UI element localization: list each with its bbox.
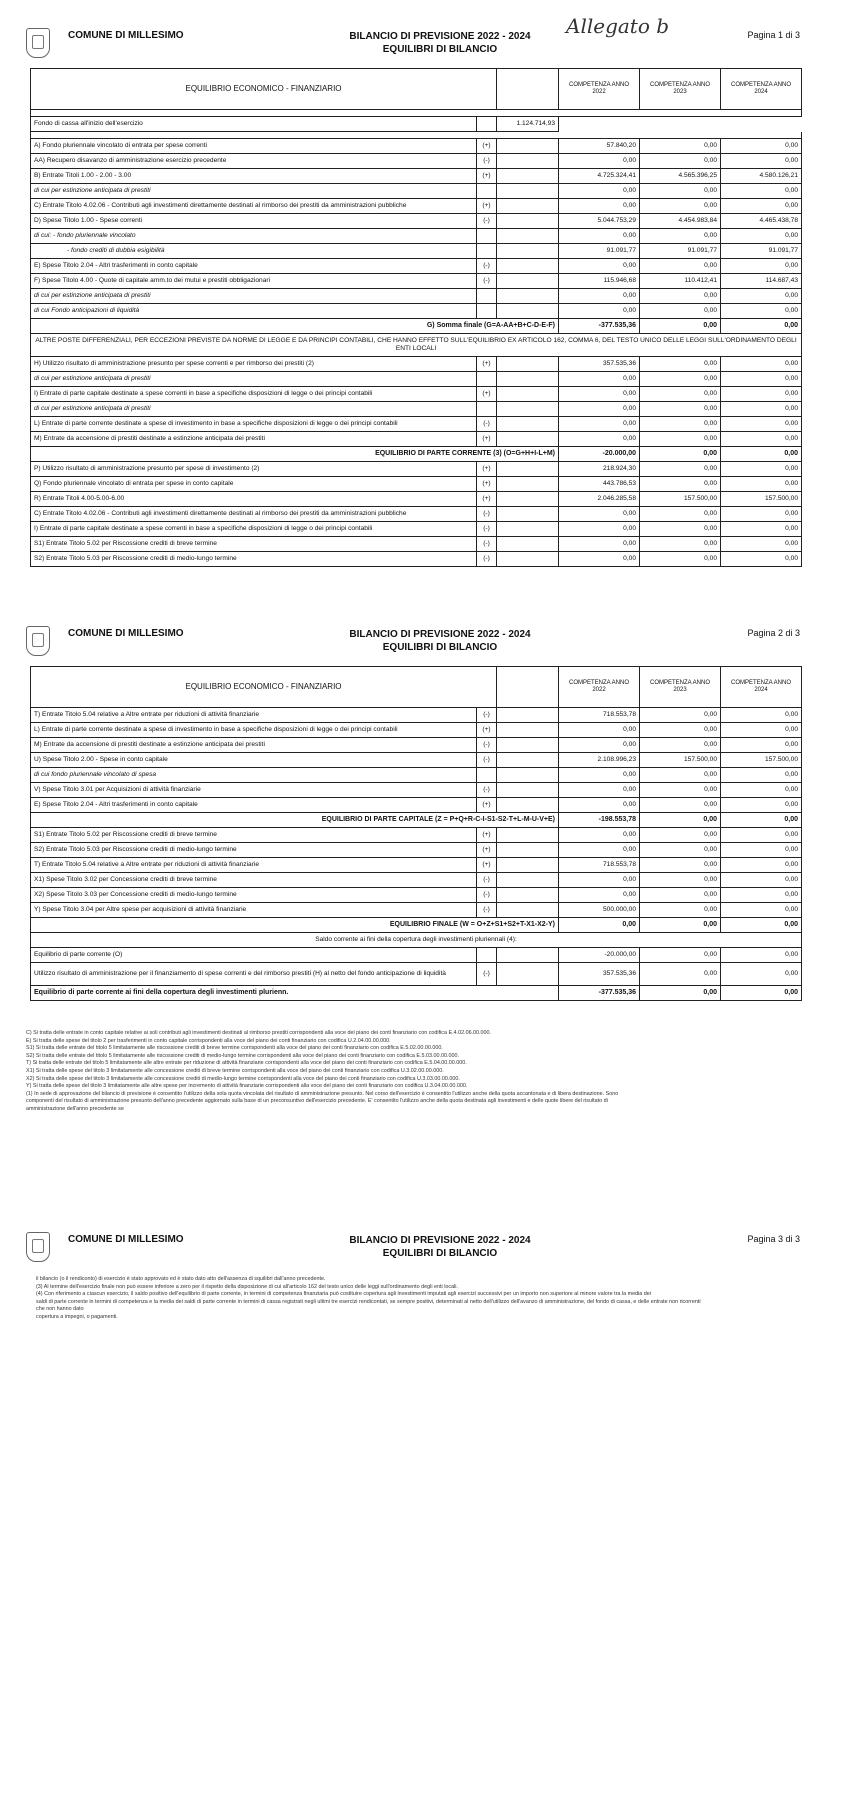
row-description: M) Entrate da accensione di prestiti destinate a estinzione anticipata dei prestiti: [31, 432, 477, 447]
row-description: AA) Recupero disavanzo di amministrazione esercizio precedente: [31, 154, 477, 169]
value-2024: 0,00: [721, 708, 802, 723]
value-2022: 718.553,78: [559, 708, 640, 723]
value-2024: 0,00: [721, 289, 802, 304]
value-2023: 0,00: [640, 357, 721, 372]
value-2023: 0,00: [640, 813, 721, 828]
value-2024: 0,00: [721, 783, 802, 798]
saldo-heading: Saldo corrente ai fini della copertura degli investimenti pluriennali (4):: [31, 933, 802, 948]
value-2023: 0,00: [640, 738, 721, 753]
value-2023: 0,00: [640, 918, 721, 933]
value-2023: 0,00: [640, 522, 721, 537]
value-2024: 0,00: [721, 537, 802, 552]
value-2024: 0,00: [721, 738, 802, 753]
value-2024: 0,00: [721, 319, 802, 334]
row-description: Equilibrio di parte corrente ai fini della copertura degli investimenti plurienn.: [31, 986, 559, 1001]
value-2023: 0,00: [640, 477, 721, 492]
row-description: S1) Entrate Titolo 5.02 per Riscossione crediti di breve termine: [31, 828, 477, 843]
row-description: T) Entrate Titolo 5.04 relative a Altre entrate per riduzioni di attività finanziarie: [31, 708, 477, 723]
header-competenza-2023: COMPETENZA ANNO 2023: [640, 69, 721, 110]
value-2023: 0,00: [640, 259, 721, 274]
value-2024: 0,00: [721, 199, 802, 214]
value-2023: 0,00: [640, 417, 721, 432]
row-description: E) Spese Titolo 2.04 - Altri trasferimenti in conto capitale: [31, 259, 477, 274]
value-2022: 0,00: [559, 154, 640, 169]
footnote-line: componenti del risultato di amministrazione presunto dell'anno precedente aggiornato sulla base di un preconsuntivo dell'esercizio precedente. E' consentito l'utilizzo anche della quota destinata agli investimenti e delle quote libere del risultato di: [26, 1098, 608, 1105]
value-2024: 0,00: [721, 813, 802, 828]
row-description: di cui per estinzione anticipata di prestiti: [31, 372, 477, 387]
value-2022: 0,00: [559, 199, 640, 214]
value-2022: 4.725.324,41: [559, 169, 640, 184]
value-2024: 0,00: [721, 948, 802, 963]
row-description: I) Entrate di parte capitale destinate a spese correnti in base a specifiche disposizioni di legge o dei principi contabili: [31, 522, 477, 537]
value-2023: 0,00: [640, 873, 721, 888]
comune-name: COMUNE DI MILLESIMO: [68, 1234, 184, 1245]
value-2022: -377.535,36: [559, 986, 640, 1001]
value-2023: 0,00: [640, 462, 721, 477]
document-title-main: BILANCIO DI PREVISIONE 2022 - 2024: [349, 31, 531, 42]
row-description: V) Spese Titolo 3.01 per Acquisizioni di attività finanziarie: [31, 783, 477, 798]
row-description: G) Somma finale (G=A-AA+B+C-D-E-F): [31, 319, 559, 334]
footnote-line: C) Si tratta delle entrate in conto capitale relative ai soli contributi agli investimenti destinati al rimborso prestiti corrispondenti alla voce del piano dei conti finanziario con codifica E.4.02.06.00.000.: [26, 1030, 492, 1036]
value-2022: 115.946,68: [559, 274, 640, 289]
row-description: A) Fondo pluriennale vincolato di entrata per spese correnti: [31, 139, 477, 154]
value-2023: 4.454.983,84: [640, 214, 721, 229]
value-2022: 0,00: [559, 507, 640, 522]
footnote-line: T) Si tratta delle entrate del titolo 5 limitatamente alle altre entrate per riduzione di attività finanziarie corrispondenti alla voce del piano dei conti finanziario con codifica E.5.04.00.00.000.: [26, 1060, 467, 1067]
row-description: di cui per estinzione anticipata di prestiti: [31, 402, 477, 417]
value-2024: 0,00: [721, 432, 802, 447]
value-2022: 0,00: [559, 184, 640, 199]
footnote-line: E) Si tratta delle spese del titolo 2 per trasferimenti in conto capitale corrispondenti alla voce del piano dei conti finanziario con codifica U.2.04.00.00.000.: [26, 1037, 391, 1044]
value-2024: 0,00: [721, 798, 802, 813]
row-description: L) Entrate di parte corrente destinate a spese di investimento in base a specifiche disposizioni di legge o dei principi contabili: [31, 723, 477, 738]
value-2022: 0,00: [559, 738, 640, 753]
value-2024: 157.500,00: [721, 753, 802, 768]
altre-poste-heading-text: ALTRE POSTE DIFFERENZIALI, PER ECCEZIONI PREVISTE DA NORME DI LEGGE E DA PRINCIPI CONTABILI, CHE HANNO EFFETTO SULL'EQUILIBRIO EX ARTICOLO 162, COMMA 6, DEL TESTO UNICO DELLE LEGGI SULL'ORDINAMENTO DEGLI ENTI LOCALI: [31, 334, 802, 357]
table-header-title: EQUILIBRIO ECONOMICO - FINANZIARIO: [31, 69, 497, 110]
value-2022: 218.924,30: [559, 462, 640, 477]
row-sign: (+): [477, 139, 497, 154]
value-2023: 0,00: [640, 723, 721, 738]
row-description: EQUILIBRIO DI PARTE CAPITALE (Z = P+Q+R-C-I-S1-S2-T+L-M-U-V+E): [31, 813, 559, 828]
footnote-line: (1) In sede di approvazione del bilancio di previsione è consentito l'utilizzo della sola quota vincolata del risultato di amministrazione presunto. Nel corso dell'esercizio è consentito l'utilizzo anche della quota accantonata e di libera destinazione. Sono: [26, 1090, 619, 1097]
value-2024: 0,00: [721, 259, 802, 274]
value-2024: 4.580.126,21: [721, 169, 802, 184]
value-2024: 0,00: [721, 357, 802, 372]
row-description: L) Entrate di parte corrente destinate a spese di investimento in base a specifiche disposizioni di legge o dei principi contabili: [31, 417, 477, 432]
value-2024: 0,00: [721, 507, 802, 522]
value-2023: 0,00: [640, 402, 721, 417]
row-sign: (+): [477, 828, 497, 843]
page-number: Pagina 1 di 3: [747, 30, 800, 40]
value-2024: 4.465.438,78: [721, 214, 802, 229]
document-title-main: BILANCIO DI PREVISIONE 2022 - 2024: [349, 1235, 531, 1246]
value-2024: 0,00: [721, 462, 802, 477]
value-2024: 0,00: [721, 154, 802, 169]
row-description: Q) Fondo pluriennale vincolato di entrata per spese in conto capitale: [31, 477, 477, 492]
value-2022: 57.840,20: [559, 139, 640, 154]
row-description: P) Utilizzo risultato di amministrazione presunto per spese di investimento (2): [31, 462, 477, 477]
value-2022: 0,00: [559, 432, 640, 447]
value-2023: 0,00: [640, 903, 721, 918]
row-description: X1) Spese Titolo 3.02 per Concessione crediti di breve termine: [31, 873, 477, 888]
value-2024: 0,00: [721, 768, 802, 783]
fondo-cassa-label: Fondo di cassa all'inizio dell'esercizio: [31, 117, 477, 132]
value-2022: 0,00: [559, 768, 640, 783]
row-sign: (-): [477, 963, 497, 986]
row-description: H) Utilizzo risultato di amministrazione presunto per spese correnti e per rimborso dei prestiti (2): [31, 357, 477, 372]
row-sign: (+): [477, 357, 497, 372]
value-2024: 0,00: [721, 723, 802, 738]
value-2022: -198.553,78: [559, 813, 640, 828]
footnote-line: S1) Si tratta delle entrate del titolo 5 limitatamente alle riscossione crediti di breve termine corrispondenti alla voce del piano dei conti finanziario con codifica E.5.02.00.00.000.: [26, 1045, 443, 1052]
footnote-line: (3) Al termine dell'esercizio finale non può essere inferiore a zero per il rispetto della disposizione di cui all'articolo 162 del testo unico delle leggi sull'ordinamento degli enti locali.: [36, 1283, 458, 1290]
row-description: D) Spese Titolo 1.00 - Spese correnti: [31, 214, 477, 229]
row-description: EQUILIBRIO DI PARTE CORRENTE (3) (O=G+H+I-L+M): [31, 447, 559, 462]
row-sign: (-): [477, 873, 497, 888]
row-sign: (-): [477, 417, 497, 432]
row-description: U) Spese Titolo 2.00 - Spese in conto capitale: [31, 753, 477, 768]
value-2022: 357.535,36: [559, 357, 640, 372]
value-2023: 0,00: [640, 289, 721, 304]
row-description: T) Entrate Titolo 5.04 relative a Altre entrate per riduzioni di attività finanziarie: [31, 858, 477, 873]
footnote-line: saldi di parte corrente in termini di competenza e la media dei saldi di parte corrente in termini di cassa registrati negli ultimi tre esercizi rendicontati, se sempre positivi, determinati al netto dell'utilizzo dell'avanzo di amministrazione, del fondo di cassa, e delle entrate non ricorrenti: [36, 1298, 701, 1305]
row-sign: (-): [477, 522, 497, 537]
value-2023: 0,00: [640, 948, 721, 963]
value-2022: 0,00: [559, 843, 640, 858]
value-2022: 0,00: [559, 372, 640, 387]
value-2023: 0,00: [640, 828, 721, 843]
row-description: di cui Fondo anticipazioni di liquidità: [31, 304, 477, 319]
value-2023: 110.412,41: [640, 274, 721, 289]
row-sign: (-): [477, 888, 497, 903]
value-2024: 0,00: [721, 372, 802, 387]
row-description: I) Entrate di parte capitale destinate a spese correnti in base a specifiche disposizioni di legge o dei principi contabili: [31, 387, 477, 402]
value-2024: 0,00: [721, 304, 802, 319]
row-description: M) Entrate da accensione di prestiti destinate a estinzione anticipata dei prestiti: [31, 738, 477, 753]
value-2023: 157.500,00: [640, 753, 721, 768]
row-sign: (-): [477, 552, 497, 567]
value-2022: 0,00: [559, 229, 640, 244]
row-sign: (-): [477, 154, 497, 169]
value-2023: 0,00: [640, 199, 721, 214]
value-2022: 2.046.285,58: [559, 492, 640, 507]
value-2022: 0,00: [559, 918, 640, 933]
value-2024: 0,00: [721, 402, 802, 417]
footnote-line: Y) Si tratta delle spese del titolo 3 limitatamente alle altre spese per incremento di attività finanziarie corrispondenti alla voce del piano dei conti finanziario con codifica U.3.04.00.00.000.: [26, 1083, 468, 1090]
municipal-crest-icon: [26, 1232, 50, 1262]
value-2023: 0,00: [640, 783, 721, 798]
value-2024: 0,00: [721, 447, 802, 462]
document-title-main: BILANCIO DI PREVISIONE 2022 - 2024: [349, 629, 531, 640]
value-2022: 0,00: [559, 888, 640, 903]
value-2022: 357.535,36: [559, 963, 640, 986]
row-sign: (-): [477, 507, 497, 522]
row-description: F) Spese Titolo 4.00 - Quote di capitale amm.to dei mutui e prestiti obbligazionari: [31, 274, 477, 289]
header-competenza-2022: COMPETENZA ANNO 2022: [559, 667, 640, 708]
row-sign: (+): [477, 169, 497, 184]
value-2024: 157.500,00: [721, 492, 802, 507]
value-2022: 718.553,78: [559, 858, 640, 873]
row-sign: (-): [477, 537, 497, 552]
document-subtitle: EQUILIBRI DI BILANCIO: [382, 642, 498, 653]
value-2023: 0,00: [640, 139, 721, 154]
page-header: [0, 1232, 842, 1272]
value-2023: 0,00: [640, 304, 721, 319]
row-description: C) Entrate Titolo 4.02.06 - Contributi agli investimenti direttamente destinati al rimborso dei prestiti da amministrazioni pubbliche: [31, 507, 477, 522]
value-2023: 0,00: [640, 447, 721, 462]
value-2022: 0,00: [559, 417, 640, 432]
value-2022: 2.108.996,23: [559, 753, 640, 768]
value-2024: 0,00: [721, 184, 802, 199]
document-subtitle: EQUILIBRI DI BILANCIO: [382, 1248, 498, 1259]
row-description: di cui per estinzione anticipata di prestiti: [31, 289, 477, 304]
value-2023: 91.091,77: [640, 244, 721, 259]
row-sign: (+): [477, 858, 497, 873]
row-description: S2) Entrate Titolo 5.03 per Riscossione crediti di medio-lungo termine: [31, 552, 477, 567]
value-2024: 0,00: [721, 477, 802, 492]
row-description: X2) Spese Titolo 3.03 per Concessione crediti di medio-lungo termine: [31, 888, 477, 903]
value-2024: 0,00: [721, 417, 802, 432]
value-2023: 0,00: [640, 858, 721, 873]
value-2024: 0,00: [721, 888, 802, 903]
row-description: di cui fondo pluriennale vincolato di spesa: [31, 768, 477, 783]
value-2023: 0,00: [640, 843, 721, 858]
footnote-line: il bilancio (o il rendiconto) di esercizio è stato approvato ed è stato dato atto dell'assenza di squilibri dall'anno precedente.: [36, 1276, 326, 1282]
value-2022: 500.000,00: [559, 903, 640, 918]
value-2023: 0,00: [640, 387, 721, 402]
row-sign: (-): [477, 274, 497, 289]
row-description: EQUILIBRIO FINALE (W = O+Z+S1+S2+T-X1-X2-Y): [31, 918, 559, 933]
value-2024: 114.687,43: [721, 274, 802, 289]
value-2022: 91.091,77: [559, 244, 640, 259]
page-number: Pagina 2 di 3: [747, 628, 800, 638]
value-2022: 0,00: [559, 387, 640, 402]
row-description: - fondo crediti di dubbia esigibilità: [31, 244, 477, 259]
row-sign: (+): [477, 432, 497, 447]
page-number: Pagina 3 di 3: [747, 1234, 800, 1244]
row-description: di cui per estinzione anticipata di prestiti: [31, 184, 477, 199]
value-2024: 0,00: [721, 552, 802, 567]
row-sign: (+): [477, 843, 497, 858]
value-2023: 0,00: [640, 708, 721, 723]
row-sign: (+): [477, 199, 497, 214]
value-2024: 0,00: [721, 918, 802, 933]
value-2024: 0,00: [721, 986, 802, 1001]
comune-name: COMUNE DI MILLESIMO: [68, 628, 184, 639]
value-2024: 0,00: [721, 139, 802, 154]
row-sign: (+): [477, 477, 497, 492]
footnotes-page-3: [36, 1276, 816, 1322]
value-2022: 0,00: [559, 552, 640, 567]
table-header-title: EQUILIBRIO ECONOMICO - FINANZIARIO: [31, 667, 497, 708]
footnote-line: copertura a impegni, o pagamenti.: [36, 1313, 118, 1320]
value-2023: 0,00: [640, 184, 721, 199]
value-2024: 0,00: [721, 873, 802, 888]
value-2024: 0,00: [721, 828, 802, 843]
value-2023: 0,00: [640, 537, 721, 552]
row-sign: (-): [477, 708, 497, 723]
value-2024: 0,00: [721, 903, 802, 918]
value-2022: 0,00: [559, 828, 640, 843]
header-competenza-2022: COMPETENZA ANNO 2022: [559, 69, 640, 110]
value-2024: 0,00: [721, 387, 802, 402]
footnote-line: (4) Con riferimento a ciascun esercizio, il saldo positivo dell'equilibrio di parte corrente, in termini di competenza finanziaria può costituire copertura agli investimenti imputati agli esercizi successivi per un importo non superiore al minore valore tra la media dei: [36, 1291, 651, 1298]
value-2022: 0,00: [559, 402, 640, 417]
value-2022: -20.000,00: [559, 948, 640, 963]
value-2023: 0,00: [640, 888, 721, 903]
value-2023: 0,00: [640, 507, 721, 522]
row-description: S1) Entrate Titolo 5.02 per Riscossione crediti di breve termine: [31, 537, 477, 552]
value-2024: 0,00: [721, 522, 802, 537]
header-competenza-2023: COMPETENZA ANNO 2023: [640, 667, 721, 708]
value-2024: 0,00: [721, 858, 802, 873]
value-2022: 0,00: [559, 723, 640, 738]
row-description: Equilibrio di parte corrente (O): [31, 948, 477, 963]
value-2023: 0,00: [640, 154, 721, 169]
value-2022: 0,00: [559, 873, 640, 888]
row-description: B) Entrate Titoli 1.00 - 2.00 - 3.00: [31, 169, 477, 184]
row-sign: (-): [477, 259, 497, 274]
row-description: E) Spese Titolo 2.04 - Altri trasferimenti in conto capitale: [31, 798, 477, 813]
row-sign: (+): [477, 492, 497, 507]
value-2023: 0,00: [640, 229, 721, 244]
row-sign: (-): [477, 753, 497, 768]
row-sign: (+): [477, 723, 497, 738]
value-2023: 0,00: [640, 432, 721, 447]
row-sign: (+): [477, 798, 497, 813]
value-2024: 0,00: [721, 963, 802, 986]
row-description: di cui: - fondo pluriennale vincolato: [31, 229, 477, 244]
value-2023: 0,00: [640, 768, 721, 783]
value-2022: -377.535,36: [559, 319, 640, 334]
row-description: R) Entrate Titoli 4.00-5.00-6.00: [31, 492, 477, 507]
document-title: [300, 1234, 580, 1260]
row-sign: (-): [477, 783, 497, 798]
value-2023: 4.565.396,25: [640, 169, 721, 184]
footnote-line: X1) Si tratta delle spese del titolo 3 limitatamente alle concessione crediti di breve termine corrispondenti alla voce del piano dei conti finanziario con codifica U.3.02.00.00.000.: [26, 1067, 444, 1074]
footnote-line: X2) Si tratta delle spese del titolo 3 limitatamente alle concessione crediti di medio-lungo termine corrispondenti alla voce del piano dei conti finanziario con codifica U.3.03.00.00.000.: [26, 1075, 460, 1082]
row-description: Y) Spese Titolo 3.04 per Altre spese per acquisizioni di attività finanziarie: [31, 903, 477, 918]
value-2024: 91.091,77: [721, 244, 802, 259]
fondo-cassa-value: 1.124.714,93: [497, 117, 559, 132]
row-sign: (+): [477, 462, 497, 477]
row-description: Utilizzo risultato di amministrazione per il finanziamento di spese correnti e del rimborso prestiti (H) al netto del fondo anticipazione di liquidità: [31, 963, 477, 986]
footnote-line: che non hanno dato: [36, 1306, 84, 1313]
handwritten-annotation: Allegato b: [566, 14, 670, 38]
value-2023: 0,00: [640, 986, 721, 1001]
header-competenza-2024: COMPETENZA ANNO 2024: [721, 667, 802, 708]
header-competenza-2024: COMPETENZA ANNO 2024: [721, 69, 802, 110]
row-sign: (-): [477, 903, 497, 918]
document-subtitle: EQUILIBRI DI BILANCIO: [382, 44, 498, 55]
value-2022: -20.000,00: [559, 447, 640, 462]
footnote-line: S2) Si tratta delle entrate del titolo 5 limitatamente alle riscossione crediti di medio-lungo termine corrispondenti alla voce del piano dei conti finanziario con codifica E.5.03.00.00.000.: [26, 1052, 459, 1059]
value-2023: 0,00: [640, 963, 721, 986]
row-description: S2) Entrate Titolo 5.03 per Riscossione crediti di medio-lungo termine: [31, 843, 477, 858]
comune-name: COMUNE DI MILLESIMO: [68, 30, 184, 41]
value-2022: 443.786,53: [559, 477, 640, 492]
row-sign: (-): [477, 738, 497, 753]
value-2023: 157.500,00: [640, 492, 721, 507]
value-2022: 0,00: [559, 259, 640, 274]
row-sign: (+): [477, 387, 497, 402]
value-2023: 0,00: [640, 319, 721, 334]
value-2022: 5.044.753,29: [559, 214, 640, 229]
value-2023: 0,00: [640, 372, 721, 387]
value-2022: 0,00: [559, 522, 640, 537]
value-2023: 0,00: [640, 552, 721, 567]
value-2022: 0,00: [559, 798, 640, 813]
row-description: C) Entrate Titolo 4.02.06 - Contributi agli investimenti direttamente destinati al rimborso dei prestiti da amministrazioni pubbliche: [31, 199, 477, 214]
row-sign: (-): [477, 214, 497, 229]
value-2022: 0,00: [559, 537, 640, 552]
value-2024: 0,00: [721, 229, 802, 244]
value-2024: 0,00: [721, 843, 802, 858]
value-2023: 0,00: [640, 798, 721, 813]
footnote-line: amministrazione dell'anno precedente se: [26, 1105, 124, 1112]
value-2022: 0,00: [559, 783, 640, 798]
value-2022: 0,00: [559, 289, 640, 304]
value-2022: 0,00: [559, 304, 640, 319]
